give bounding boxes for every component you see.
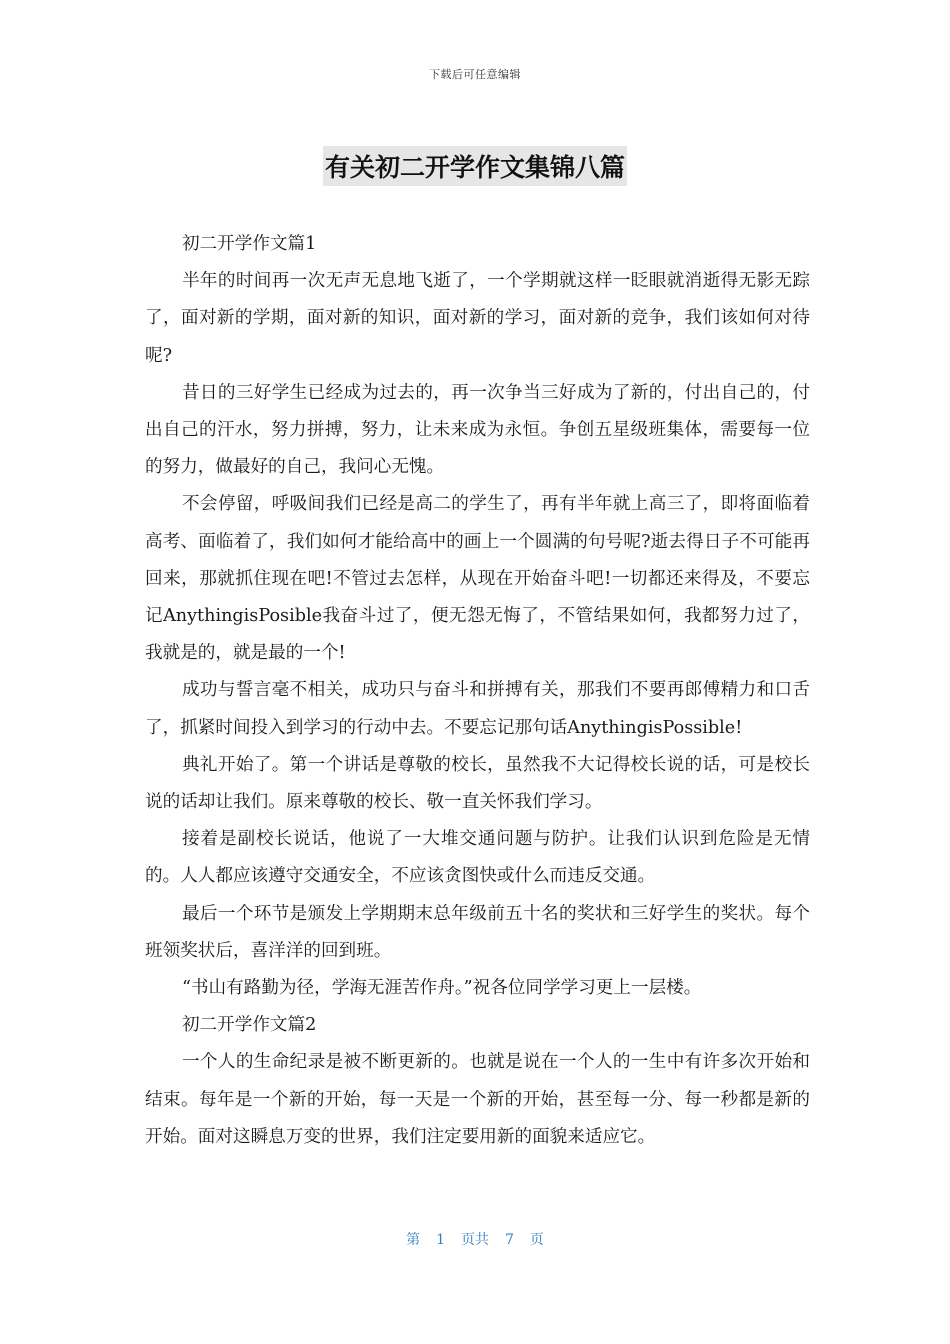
paragraph: “书山有路勤为径，学海无涯苦作舟。”祝各位同学学习更上一层楼。: [181, 978, 702, 999]
document-body: [145, 226, 810, 1156]
header-note: 下载后可任意编辑: [429, 68, 521, 81]
paragraph: 昔日的三好学生已经成为过去的，再一次争当三好成为了新的，付出自己的，付出自己的汗水，努力拼搏，努力，让未来成为永恒。争创五星级班集体，需要每一位的努力，做最好的自己，我问心无愧。: [145, 382, 810, 478]
title-container: [0, 146, 950, 186]
page-footer: [0, 1229, 950, 1249]
footer-total-pages: 7: [505, 1232, 514, 1248]
paragraph: 成功与誓言毫不相关，成功只与奋斗和拼搏有关，那我们不要再郎傅精力和口舌了，抓紧时间投入到学习的行动中去。不要忘记那句话AnythingisPossible!: [145, 680, 810, 738]
footer-suffix: 页: [529, 1232, 544, 1248]
paragraph: 半年的时间再一次无声无息地飞逝了，一个学期就这样一眨眼就消逝得无影无踪了，面对新的学期，面对新的知识，面对新的学习，面对新的竞争，我们该如何对待呢?: [145, 271, 810, 366]
paragraph: 一个人的生命纪录是被不断更新的。也就是说在一个人的一生中有许多次开始和结束。每年是一个新的开始，每一天是一个新的开始，甚至每一分、每一秒都是新的开始。面对这瞬息万变的世界，我们注定要用新的面貌来适应它。: [145, 1052, 810, 1147]
paragraph: 典礼开始了。第一个讲话是尊敬的校长，虽然我不大记得校长说的话，可是校长说的话却让我们。原来尊敬的校长、敬一直关怀我们学习。: [145, 754, 810, 813]
paragraph: 不会停留，呼吸间我们已经是高二的学生了，再有半年就上高三了，即将面临着高考、面临着了，我们如何才能给高中的画上一个圆满的句号呢?逝去得日子不可能再回来，那就抓住现在吧!不管过去怎样，从现在开始奋斗吧!一切都还来得及，不要忘记AnythingisPosible我奋斗过了，便无怨无悔了，不管结果如何，我都努力过了，我就是的，就是最的一个!: [145, 494, 810, 664]
paragraph: 最后一个环节是颁发上学期期末总年级前五十名的奖状和三好学生的奖状。每个班领奖状后，喜洋洋的回到班。: [145, 903, 810, 961]
section-heading-2: 初二开学作文篇2: [181, 1015, 317, 1036]
footer-middle: 页共: [461, 1232, 489, 1248]
paragraph: 接着是副校长说话，他说了一大堆交通问题与防护。让我们认识到危险是无情的。人人都应该遵守交通安全，不应该贪图快或什么而违反交通。: [145, 829, 810, 887]
document-title: 有关初二开学作文集锦八篇: [323, 146, 627, 186]
footer-current-page: 1: [436, 1232, 445, 1248]
section-heading-1: 初二开学作文篇1: [181, 234, 317, 254]
footer-prefix: 第: [406, 1232, 421, 1248]
